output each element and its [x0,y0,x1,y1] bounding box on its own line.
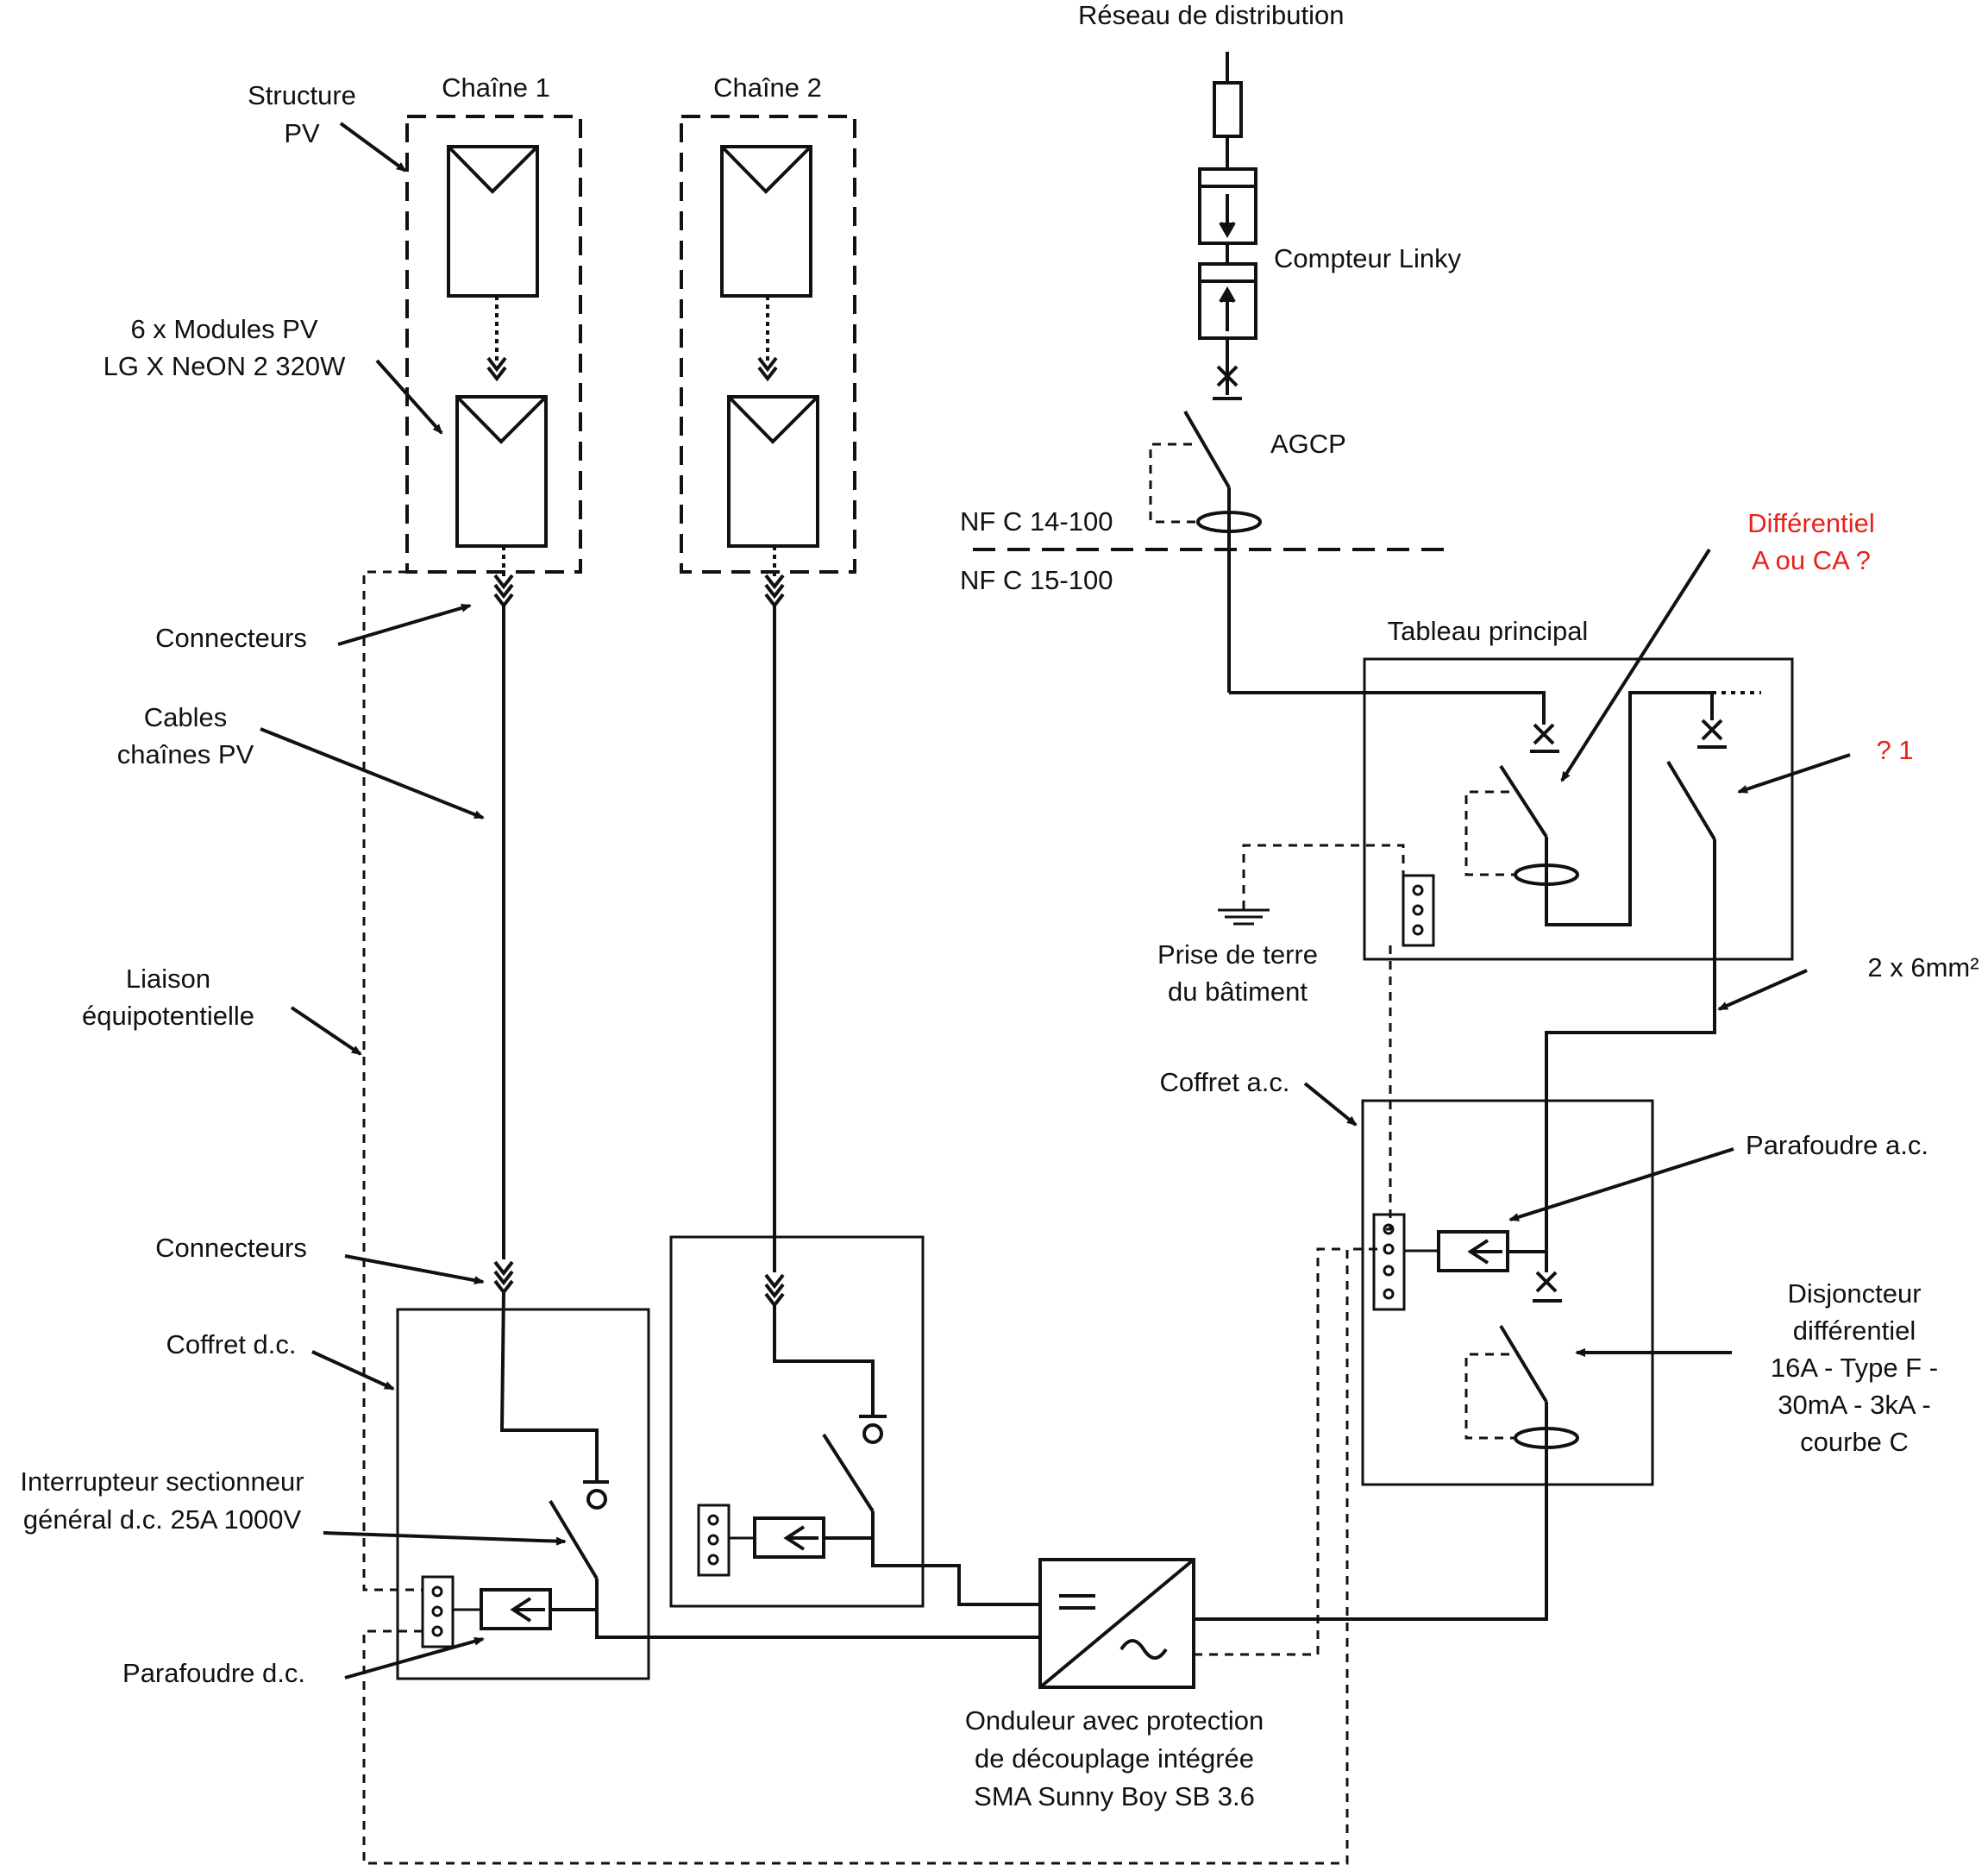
disjoncteur-label-3: 16A - Type F - [1770,1353,1939,1383]
liaison-label: Liaison [125,964,211,994]
cable-section-label: 2 x 6mm² [1867,952,1979,983]
prise-terre-label: Prise de terre [1157,939,1319,970]
coffret-dc-2 [671,1237,923,1606]
chaine-1-label: Chaîne 1 [442,72,550,103]
dc-surge-arrester-icon [481,1590,597,1629]
differential-breaker-icon [1466,693,1712,925]
dc-switch-icon [824,1416,1040,1604]
earth-terminal-block-icon [1374,1215,1439,1309]
connecteurs-bottom-label: Connecteurs [155,1233,307,1263]
connecteurs-top-label: Connecteurs [155,623,307,653]
pv-module-icon [729,397,818,546]
agcp-breaker-icon [1151,367,1260,693]
agcp-label: AGCP [1270,429,1346,459]
differentiel-label-2: A ou CA ? [1752,545,1871,575]
differentiel-label: Différentiel [1747,508,1875,538]
disjoncteur-label: Disjoncteur [1787,1278,1922,1309]
tableau-principal [1364,659,1792,959]
coffret-dc [398,1309,649,1679]
disjoncteur-label-4: 30mA - 3kA - [1778,1390,1931,1420]
coffret-ac-label: Coffret a.c. [1159,1067,1290,1097]
structure-label: Structure [248,80,356,110]
structure-label-2: PV [284,118,320,148]
compteur-label: Compteur Linky [1274,243,1462,273]
grid-feed-cable [1229,693,1544,725]
pv-module-icon [457,397,546,546]
parafoudre-dc-label: Parafoudre d.c. [122,1658,305,1688]
reseau-label: Réseau de distribution [1078,0,1345,30]
parafoudre-ac-label: Parafoudre a.c. [1746,1130,1928,1160]
chaine-2-label: Chaîne 2 [713,72,822,103]
coffret-ac [1363,1101,1652,1485]
interrupteur-label-2: général d.c. 25A 1000V [22,1504,302,1535]
earth-terminal-block-icon [1403,876,1433,945]
nfc15-label: NF C 15-100 [960,565,1113,595]
ac-differential-breaker-icon [1466,1235,1577,1619]
equipotential-bonding-line [364,572,1403,1863]
disjoncteur-label-5: courbe C [1800,1427,1909,1457]
coffret-dc-label: Coffret d.c. [166,1329,297,1359]
cables-label-2: chaînes PV [116,739,254,769]
onduleur-label-3: SMA Sunny Boy SB 3.6 [974,1781,1255,1811]
pv-string-cable-1 [495,546,597,1482]
modules-label: 6 x Modules PV [130,314,318,344]
dc-surge-arrester-icon [755,1518,873,1557]
ground-icon [1218,910,1270,924]
disjoncteur-label-2: différentiel [1792,1315,1916,1346]
nfc14-label: NF C 14-100 [960,506,1113,537]
cables-label: Cables [143,702,228,732]
pv-module-icon [722,147,811,296]
question-1-label: ? 1 [1876,735,1914,765]
earth-terminal-block-icon [423,1577,481,1647]
grid-fuse-icon [1214,52,1241,169]
annotation-arrows [260,123,1850,1678]
earth-terminal-block-icon [699,1505,755,1575]
dc-cable-to-inverter [597,1579,1040,1637]
dc-switch-icon [550,1482,609,1637]
interrupteur-label: Interrupteur sectionneur [20,1466,304,1497]
onduleur-label: Onduleur avec protection [964,1705,1264,1736]
pv-circuit-breaker-icon [1546,693,1727,1235]
onduleur-label-2: de découplage intégrée [974,1743,1255,1774]
ac-surge-arrester-icon [1439,1232,1546,1271]
module-series-link [488,296,776,379]
liaison-label-2: équipotentielle [82,1001,254,1031]
prise-terre-label-2: du bâtiment [1168,976,1308,1007]
inverter-icon [1040,1560,1194,1687]
linky-meter-icon [1200,169,1256,395]
modules-label-2: LG X NeON 2 320W [103,351,346,381]
tableau-principal-label: Tableau principal [1387,616,1589,646]
pv-module-icon [448,147,537,296]
ac-cable-inverter-to-coffret [1194,1410,1546,1619]
pv-string-cable-2 [766,546,873,1416]
